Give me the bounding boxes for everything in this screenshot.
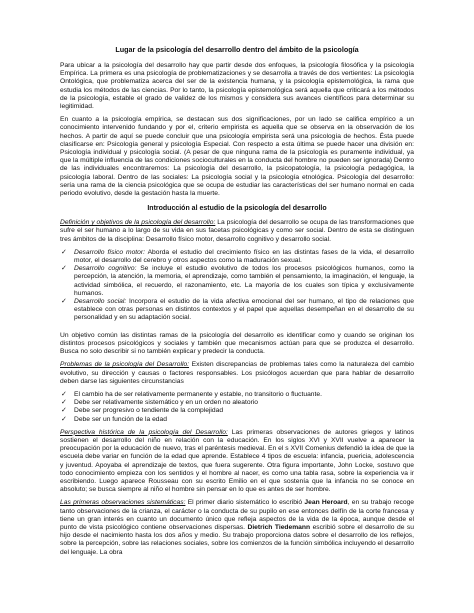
condition-text: El cambio ha de ser relativamente permanente y estable, no transitorio o fluctuante. bbox=[74, 390, 322, 398]
first-observations-text: escribió sobre el desarrollo de su hijo desde el nacimiento hasta los dos años y medio. Su trabajo proporciona datos sobre el desarrollo de los reflejos, sobre la percepción, sobre las relaciones sociales, sobre los comienzos de la función simbólica incluyendo el desarrollo del lenguaje. La obra bbox=[60, 523, 414, 556]
first-observations-paragraph bbox=[60, 499, 414, 556]
first-observations-text: , en su trabajo recoge tanto observaciones de la crianza, el carácter o la conducta de su pupilo en ese entonces delfín de la corte francesa y tiene un gran interés en cuanto un documento único que refleja aspectos de la vida de la época, aunque desde el punto de vista psicológico contiene observaciones dispersas. bbox=[60, 499, 415, 531]
list-item bbox=[60, 298, 414, 323]
area-text: Se incluye el estudio evolutivo de todos los procesos psicológicos humanos, como la percepción, la atención, la memoria, el aprendizaje, como también el pensamiento, la imaginación, el lenguaje, la actividad simbólica, el recuerdo, el razonamiento, etc. La mayoría de los cuales son típica y exclusivamente humanos. bbox=[74, 265, 414, 297]
objective-paragraph: Un objetivo común las distintas ramas de la psicología del desarrollo es identificar como y cuando se originan los distintos procesos psicológicos y sociales y también que mecanismos actúan para que se produzca el desarrollo. Busca no solo describir si no también explicar y predecir la conducta. bbox=[60, 331, 414, 356]
problems-paragraph bbox=[60, 361, 414, 386]
problems-label: Problemas de la psicología del Desarrollo: bbox=[60, 361, 190, 369]
list-item bbox=[60, 265, 414, 298]
intro-paragraph-1: Para ubicar a la psicología del desarrollo hay que partir desde dos enfoques, la psicología filosófica y la psicología Empírica. La primera es una psicología de problematizaciones y se desarrolla a través de dos vertientes: La psicología Ontológica, que problematiza acerca del ser de la existencia humana, y la psicología epistemológica, la rama que estudia los métodos de las ciencias. Por lo tanto, la psicología epistemológica será aquella que criticará a los métodos de la psicología, estable el grado de validez de los mismos y considera sus avances científicos para determinar su legitimidad. bbox=[60, 62, 414, 111]
definition-paragraph bbox=[60, 219, 414, 244]
area-text: Incorpora el estudio de la vida afectiva emocional del ser humano, el tipo de relaciones que establece con otras personas en distintos contextos y el papel que aquellas desempeñan en el desarrollo de su personalidad y en su adaptación social. bbox=[74, 298, 414, 322]
definition-label: Definición y objetivos de la psicología del desarrollo: bbox=[60, 219, 216, 227]
condition-text: Debe ser relativamente sistemático y en un orden no aleatorio bbox=[74, 399, 259, 407]
historical-paragraph bbox=[60, 429, 414, 495]
condition-text: Debe ser un función de la edad bbox=[74, 415, 167, 423]
list-item bbox=[60, 407, 414, 415]
area-text: Aborda el estudio del crecimiento físico en las distintas fases de la vida, el desarrollo motor, el desarrollo del cerebro y otros aspectos como la maduración sexual. bbox=[74, 248, 414, 265]
list-item bbox=[60, 249, 414, 265]
check-icon: ✓ bbox=[61, 390, 67, 398]
first-observations-text: El primer diario sistemático lo escribió bbox=[185, 499, 305, 507]
condition-text: Debe ser progresivo o tendiente de la complejidad bbox=[74, 407, 224, 415]
check-icon: ✓ bbox=[61, 415, 67, 423]
list-item bbox=[60, 416, 414, 424]
definition-text: La psicología del desarrollo se ocupa de las transformaciones que sufre el ser humano a lo largo de su vida en sus facetas psicológicas y como ser social. Dentro de esta se distinguen tres ámbitos de la disciplina: Desarrollo físico motor, desarrollo cognitivo y desarrollo social. bbox=[60, 219, 414, 243]
intro-paragraph-2: En cuanto a la psicología empírica, se destacan sus dos significaciones, por un lado se califica empírico a un conocimiento intervenido fundando y por el, criterio empirista es aquella que se observa en la observación de los hechos. A partir de aquí se puede concluir que una psicología empirista será una psicología de hechos. Ésta puede clasificarse en: Psicología general y psicología Especial. Con respecto a esta última se puede hacer una división en: Psicología individual y psicología social. (A pesar de que ninguna rama de la psicología es puramente individual, ya que la múltiple influencia de las condiciones socioculturales en la conducta del hombre no pueden ser ignorada) Dentro de las individuales encontraremos: La psicología del desarrollo, la psicopatología, la psicología pedagógica, la psicología laboral. Dentro de las sociales: La psicología social y la psicología etnológica. Psicología del desarrollo: sería una rama de la ciencia psicológica que se ocupa de estudiar las características del ser humano normal en cada periodo evolutivo, desde la gestación hasta la muerte. bbox=[60, 116, 414, 198]
conditions-list bbox=[60, 391, 414, 424]
check-icon: ✓ bbox=[61, 399, 67, 407]
section-title-introduccion: Introducción al estudio de la psicología del desarrollo bbox=[147, 205, 327, 213]
list-item bbox=[60, 399, 414, 407]
problems-text: Existen discrepancias de problemas tales como la naturaleza del cambio evolutivo, su dirección y causas o factores responsables. Los psicólogos acuerdan que para hablar de desarrollo deben darse las siguientes circunstancias bbox=[60, 361, 414, 385]
area-label: Desarrollo físico motor: bbox=[74, 248, 145, 256]
area-label: Desarrollo social: bbox=[74, 298, 127, 306]
check-icon: ✓ bbox=[61, 407, 67, 415]
historical-text: Las primeras observaciones de autores griegos y latinos sostienen el desarrollo del niño en relación con la educación. En los siglos XVI y XVII vuelve a aparecer la preocupación por la educación de nuevo, tras el paréntesis medieval. En el s XVII Comenius defendió la idea de que la escuela debe variar en función de la edad que aprende. Establece 4 tipos de escuela: infancia, puericia, adolescencia y juventud. Apoyaba el aprendizaje de textos, que fuera sugerente. Otra figura importante, John Locke, sostuvo que todo conocimiento empieza con los sentidos y el hombre al nacer, es como una tabla rasa, sobre la experiencia va ir escribiendo. Luego aparece Rousseau con su escrito Emilio en el que sostenía que la infancia no se conoce en absoluto; se busca siempre al niño el hombre sin pensar en lo que es antes de ser hombre. bbox=[60, 428, 414, 494]
check-icon: ✓ bbox=[61, 248, 67, 256]
list-item bbox=[60, 391, 414, 399]
author-name: Dietrich Tiedemann bbox=[247, 523, 311, 531]
author-name: Jean Heroard bbox=[304, 499, 348, 507]
area-label: Desarrollo cognitivo: bbox=[74, 265, 137, 273]
first-observations-label: Las primeras observaciones sistemáticas: bbox=[60, 499, 186, 507]
development-areas-list bbox=[60, 249, 414, 323]
check-icon: ✓ bbox=[61, 298, 67, 306]
document-title: Lugar de la psicología del desarrollo dentro del ámbito de la psicología bbox=[115, 45, 359, 54]
check-icon: ✓ bbox=[61, 265, 67, 273]
historical-label: Perspectiva histórica de la psicología del Desarrollo: bbox=[60, 428, 228, 436]
